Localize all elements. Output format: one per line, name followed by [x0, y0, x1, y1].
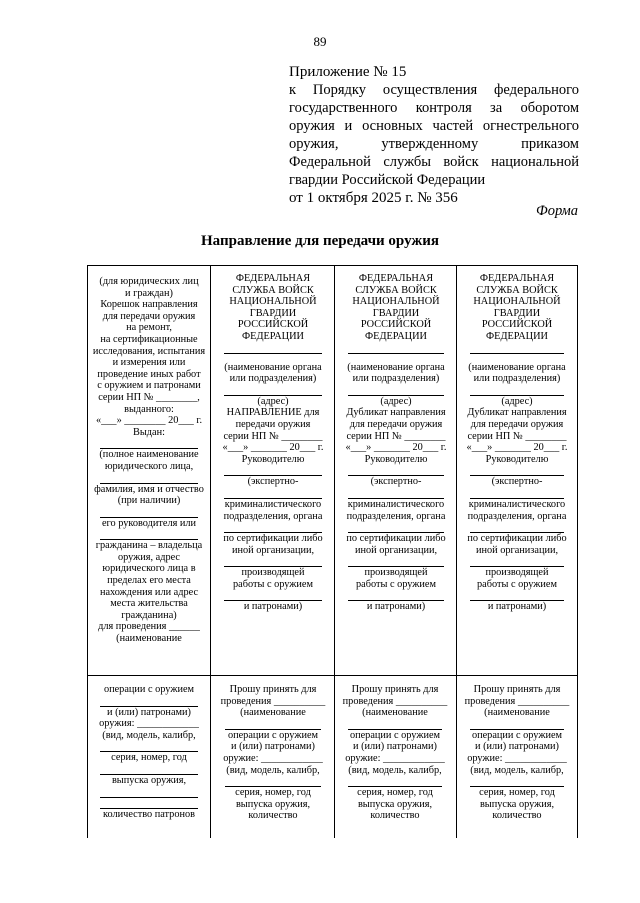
recipient-line: (экспертно- — [370, 476, 422, 488]
stub-text-line: гражданина – владельца — [95, 540, 203, 552]
recipient-line: Руководителю — [364, 453, 428, 465]
coupon-date: «___» _______ 20___ г. — [345, 442, 447, 454]
request-line: количество — [248, 810, 298, 822]
org-header-line: НАЦИОНАЛЬНОЙ — [229, 296, 317, 308]
recipient-line: Руководителю — [485, 453, 549, 465]
coupon-heading: Дубликат направления — [346, 407, 446, 419]
request-line: проведения __________ — [342, 695, 448, 707]
request-line: (наименование — [362, 707, 428, 719]
form-label: Форма — [536, 203, 578, 219]
stub-text-line: гражданина) — [121, 609, 177, 621]
appendix-date: от 1 октября 2025 г. № 356 — [289, 190, 458, 206]
coupon-heading: для передачи оружия — [349, 418, 443, 430]
coupon-cell-1 — [214, 273, 332, 613]
blank-fill-line — [470, 778, 564, 787]
stub-text-line: нахождения или адрес — [99, 586, 199, 598]
stub-bottom-cell — [90, 684, 208, 820]
blank-fill-line — [100, 743, 198, 752]
blank-fill-line — [224, 524, 322, 533]
stub-text-line: серия, номер, год — [111, 752, 187, 764]
recipient-line: криминалистического — [468, 498, 566, 510]
request-line: операции с оружием — [349, 729, 441, 741]
blank-fill-line — [470, 467, 564, 476]
org-header-line: РОССИЙСКОЙ — [360, 319, 432, 331]
stub-text-line: оружия: ____________ — [99, 718, 199, 730]
form-table — [87, 265, 578, 838]
blank-fill-line — [100, 531, 198, 540]
recipient-line: иной организации, — [354, 544, 438, 556]
request-line: выпуска оружия, — [357, 798, 433, 810]
blank-fill-line — [100, 509, 198, 518]
request-line: серия, номер, год — [479, 787, 555, 799]
request-line: количество — [492, 810, 542, 822]
recipient-line: и патронами) — [366, 601, 426, 613]
coupon-date: «___» _______ 20___ г. — [466, 442, 568, 454]
blank-fill-line — [224, 490, 322, 499]
stub-text-line: его руководителя или — [101, 517, 197, 529]
blank-fill-line — [348, 592, 444, 601]
recipient-line: (экспертно- — [247, 476, 299, 488]
blank-fill-line — [225, 778, 321, 787]
blank-fill-line — [470, 592, 564, 601]
org-header-line: НАЦИОНАЛЬНОЙ — [473, 296, 561, 308]
recipient-line: иной организации, — [231, 544, 315, 556]
org-name-hint: или подразделения) — [473, 373, 561, 385]
blank-fill-line — [470, 387, 564, 396]
org-header-line: ФЕДЕРАЛЬНАЯ — [358, 273, 434, 284]
recipient-line: (экспертно- — [491, 476, 543, 488]
stub-text-line: серии НП № ________, — [98, 391, 200, 403]
document-title: Направление для передачи оружия — [200, 233, 439, 249]
stub-text-line: на сертификационные — [100, 333, 198, 345]
appendix-title: Приложение № 15 — [289, 64, 407, 80]
stub-text-line: (наименование — [116, 633, 182, 645]
stub-text-line: юридического лица, — [104, 460, 194, 472]
blank-fill-line — [224, 558, 322, 567]
recipient-line: производящей — [485, 567, 549, 579]
request-line: операции с оружием — [471, 729, 563, 741]
recipient-line: работы с оружием — [477, 578, 557, 590]
address-hint: (адрес) — [257, 395, 289, 407]
recipient-line: и патронами) — [243, 601, 303, 613]
org-header-line: ФЕДЕРАЛЬНАЯ — [235, 273, 311, 284]
column-divider — [210, 266, 211, 838]
request-cell-3 — [460, 684, 574, 822]
recipient-line: и патронами) — [487, 601, 547, 613]
stub-text-line: исследования, испытания — [92, 345, 206, 357]
org-header-line: ФЕДЕРАЦИИ — [365, 330, 427, 342]
org-name-hint: или подразделения) — [229, 373, 317, 385]
blank-fill-line — [348, 387, 444, 396]
stub-text-line: (полное наименование — [99, 449, 199, 461]
page-number: 89 — [313, 34, 327, 49]
request-line: проведения __________ — [464, 695, 570, 707]
blank-fill-line — [470, 721, 564, 730]
blank-fill-line — [348, 524, 444, 533]
blank-fill-line — [100, 698, 198, 707]
blank-fill-line — [225, 721, 321, 730]
org-header-line: НАЦИОНАЛЬНОЙ — [352, 296, 440, 308]
recipient-line: по сертификации либо — [467, 533, 567, 545]
stub-text-line: «___» ________ 20___ г. — [95, 415, 203, 427]
org-header-line: СЛУЖБА ВОЙСК — [355, 284, 437, 296]
recipient-line: криминалистического — [347, 498, 445, 510]
blank-fill-line — [100, 766, 198, 775]
blank-fill-line — [224, 345, 322, 354]
recipient-line: иной организации, — [475, 544, 559, 556]
request-line: Прошу принять для — [229, 684, 317, 695]
stub-text-line: и граждан) — [125, 287, 173, 299]
blank-fill-line — [100, 800, 198, 809]
org-header-line: ГВАРДИИ — [249, 307, 297, 319]
org-header-line: ГВАРДИИ — [493, 307, 541, 319]
request-line: и (или) патронами) — [231, 741, 315, 753]
blank-fill-line — [348, 345, 444, 354]
blank-fill-line — [348, 778, 442, 787]
org-name-hint: или подразделения) — [352, 373, 440, 385]
recipient-line: подразделения, органа — [346, 510, 446, 522]
org-header-line: СЛУЖБА ВОЙСК — [476, 284, 558, 296]
stub-text-line: (для юридических лиц — [99, 276, 199, 287]
stub-text-line: и (или) патронами) — [107, 706, 191, 718]
request-line: Прошу принять для — [351, 684, 439, 695]
coupon-series: серии НП № ________ — [223, 430, 323, 442]
blank-fill-line — [224, 387, 322, 396]
coupon-heading: передачи оружия — [235, 418, 311, 430]
org-name-hint: (наименование органа — [347, 361, 445, 373]
blank-fill-line — [224, 592, 322, 601]
address-hint: (адрес) — [380, 395, 412, 407]
blank-fill-line — [348, 721, 442, 730]
coupon-heading: НАПРАВЛЕНИЕ для — [226, 407, 320, 419]
stub-text-line: для проведения ______ — [98, 621, 200, 633]
stub-text-line: проведение иных работ — [97, 368, 201, 380]
blank-fill-line — [470, 345, 564, 354]
stub-text-line: (вид, модель, калибр, — [102, 729, 196, 741]
stub-text-line: места жительства — [110, 598, 188, 610]
coupon-series: серии НП № ________ — [346, 430, 446, 442]
coupon-cell-3 — [460, 273, 574, 613]
stub-text-line: оружия, адрес — [117, 551, 181, 563]
blank-fill-line — [100, 440, 198, 449]
blank-fill-line — [470, 490, 564, 499]
request-line: (наименование — [240, 707, 306, 719]
coupon-cell-2 — [338, 273, 454, 613]
blank-fill-line — [348, 558, 444, 567]
recipient-line: работы с оружием — [356, 578, 436, 590]
request-line: серия, номер, год — [235, 787, 311, 799]
request-line: (наименование — [484, 707, 550, 719]
request-line: и (или) патронами) — [475, 741, 559, 753]
recipient-line: производящей — [241, 567, 305, 579]
stub-text-line: пределах его места — [107, 575, 191, 587]
recipient-line: по сертификации либо — [223, 533, 323, 545]
stub-text-line: операции с оружием — [103, 684, 195, 695]
stub-text-line: Выдан: — [133, 426, 165, 438]
coupon-heading: для передачи оружия — [470, 418, 564, 430]
request-line: (вид, модель, калибр, — [226, 764, 320, 776]
column-divider — [456, 266, 457, 838]
org-header-line: ФЕДЕРАЦИИ — [242, 330, 304, 342]
blank-fill-line — [100, 475, 198, 484]
request-line: (вид, модель, калибр, — [348, 764, 442, 776]
blank-fill-line — [470, 524, 564, 533]
org-header-line: ГВАРДИИ — [372, 307, 420, 319]
stub-text-line: для передачи оружия — [102, 310, 196, 322]
org-header-line: СЛУЖБА ВОЙСК — [232, 284, 314, 296]
coupon-date: «___» _______ 20___ г. — [222, 442, 324, 454]
request-line: выпуска оружия, — [235, 798, 311, 810]
appendix-body: к Порядку осуществления федерального государственного контроля за оборотом оружия и основных частей огнестрельного оружия, утвержденному приказом Федеральной службы войск национальной гвардии Российской Федерации — [289, 82, 579, 188]
blank-fill-line — [470, 558, 564, 567]
request-line: и (или) патронами) — [353, 741, 437, 753]
recipient-line: подразделения, органа — [467, 510, 567, 522]
request-line: (вид, модель, калибр, — [470, 764, 564, 776]
request-line: оружие: ____________ — [345, 752, 445, 764]
request-line: операции с оружием — [227, 729, 319, 741]
request-line: оружие: ____________ — [223, 752, 323, 764]
blank-fill-line — [100, 789, 198, 798]
recipient-line: работы с оружием — [233, 578, 313, 590]
recipient-line: подразделения, органа — [223, 510, 323, 522]
request-line: оружие: ____________ — [467, 752, 567, 764]
table-right-border — [577, 266, 578, 838]
request-line: серия, номер, год — [357, 787, 433, 799]
stub-text-line: выпуска оружия, — [111, 774, 187, 786]
org-header-line: РОССИЙСКОЙ — [237, 319, 309, 331]
stub-text-line: фамилия, имя и отчество — [94, 483, 204, 495]
org-header-line: ФЕДЕРАЦИИ — [486, 330, 548, 342]
org-name-hint: (наименование органа — [468, 361, 566, 373]
request-line: проведения __________ — [220, 695, 326, 707]
recipient-line: по сертификации либо — [346, 533, 446, 545]
column-divider — [334, 266, 335, 838]
recipient-line: производящей — [364, 567, 428, 579]
recipient-line: криминалистического — [224, 498, 322, 510]
request-line: выпуска оружия, — [479, 798, 555, 810]
request-line: Прошу принять для — [473, 684, 561, 695]
recipient-line: Руководителю — [241, 453, 305, 465]
stub-text-line: Корешок направления — [100, 299, 198, 311]
stub-top-cell — [90, 276, 208, 645]
request-line: количество — [370, 810, 420, 822]
coupon-series: серии НП № ________ — [467, 430, 567, 442]
request-cell-2 — [338, 684, 452, 822]
org-name-hint: (наименование органа — [224, 361, 322, 373]
stub-text-line: юридического лица в — [102, 563, 196, 575]
stub-text-line: и измерения или — [112, 357, 186, 369]
blank-fill-line — [348, 467, 444, 476]
coupon-heading: Дубликат направления — [467, 407, 567, 419]
blank-fill-line — [348, 490, 444, 499]
stub-text-line: количество патронов — [103, 808, 195, 820]
org-header-line: ФЕДЕРАЛЬНАЯ — [479, 273, 555, 284]
row-divider — [88, 675, 578, 676]
request-cell-1 — [215, 684, 331, 822]
blank-fill-line — [224, 467, 322, 476]
stub-text-line: (при наличии) — [117, 495, 181, 507]
org-header-line: РОССИЙСКОЙ — [481, 319, 553, 331]
stub-text-line: с оружием и патронами — [97, 380, 201, 392]
stub-text-line: выданного: — [124, 403, 174, 415]
address-hint: (адрес) — [501, 395, 533, 407]
stub-text-line: на ремонт, — [126, 322, 172, 334]
